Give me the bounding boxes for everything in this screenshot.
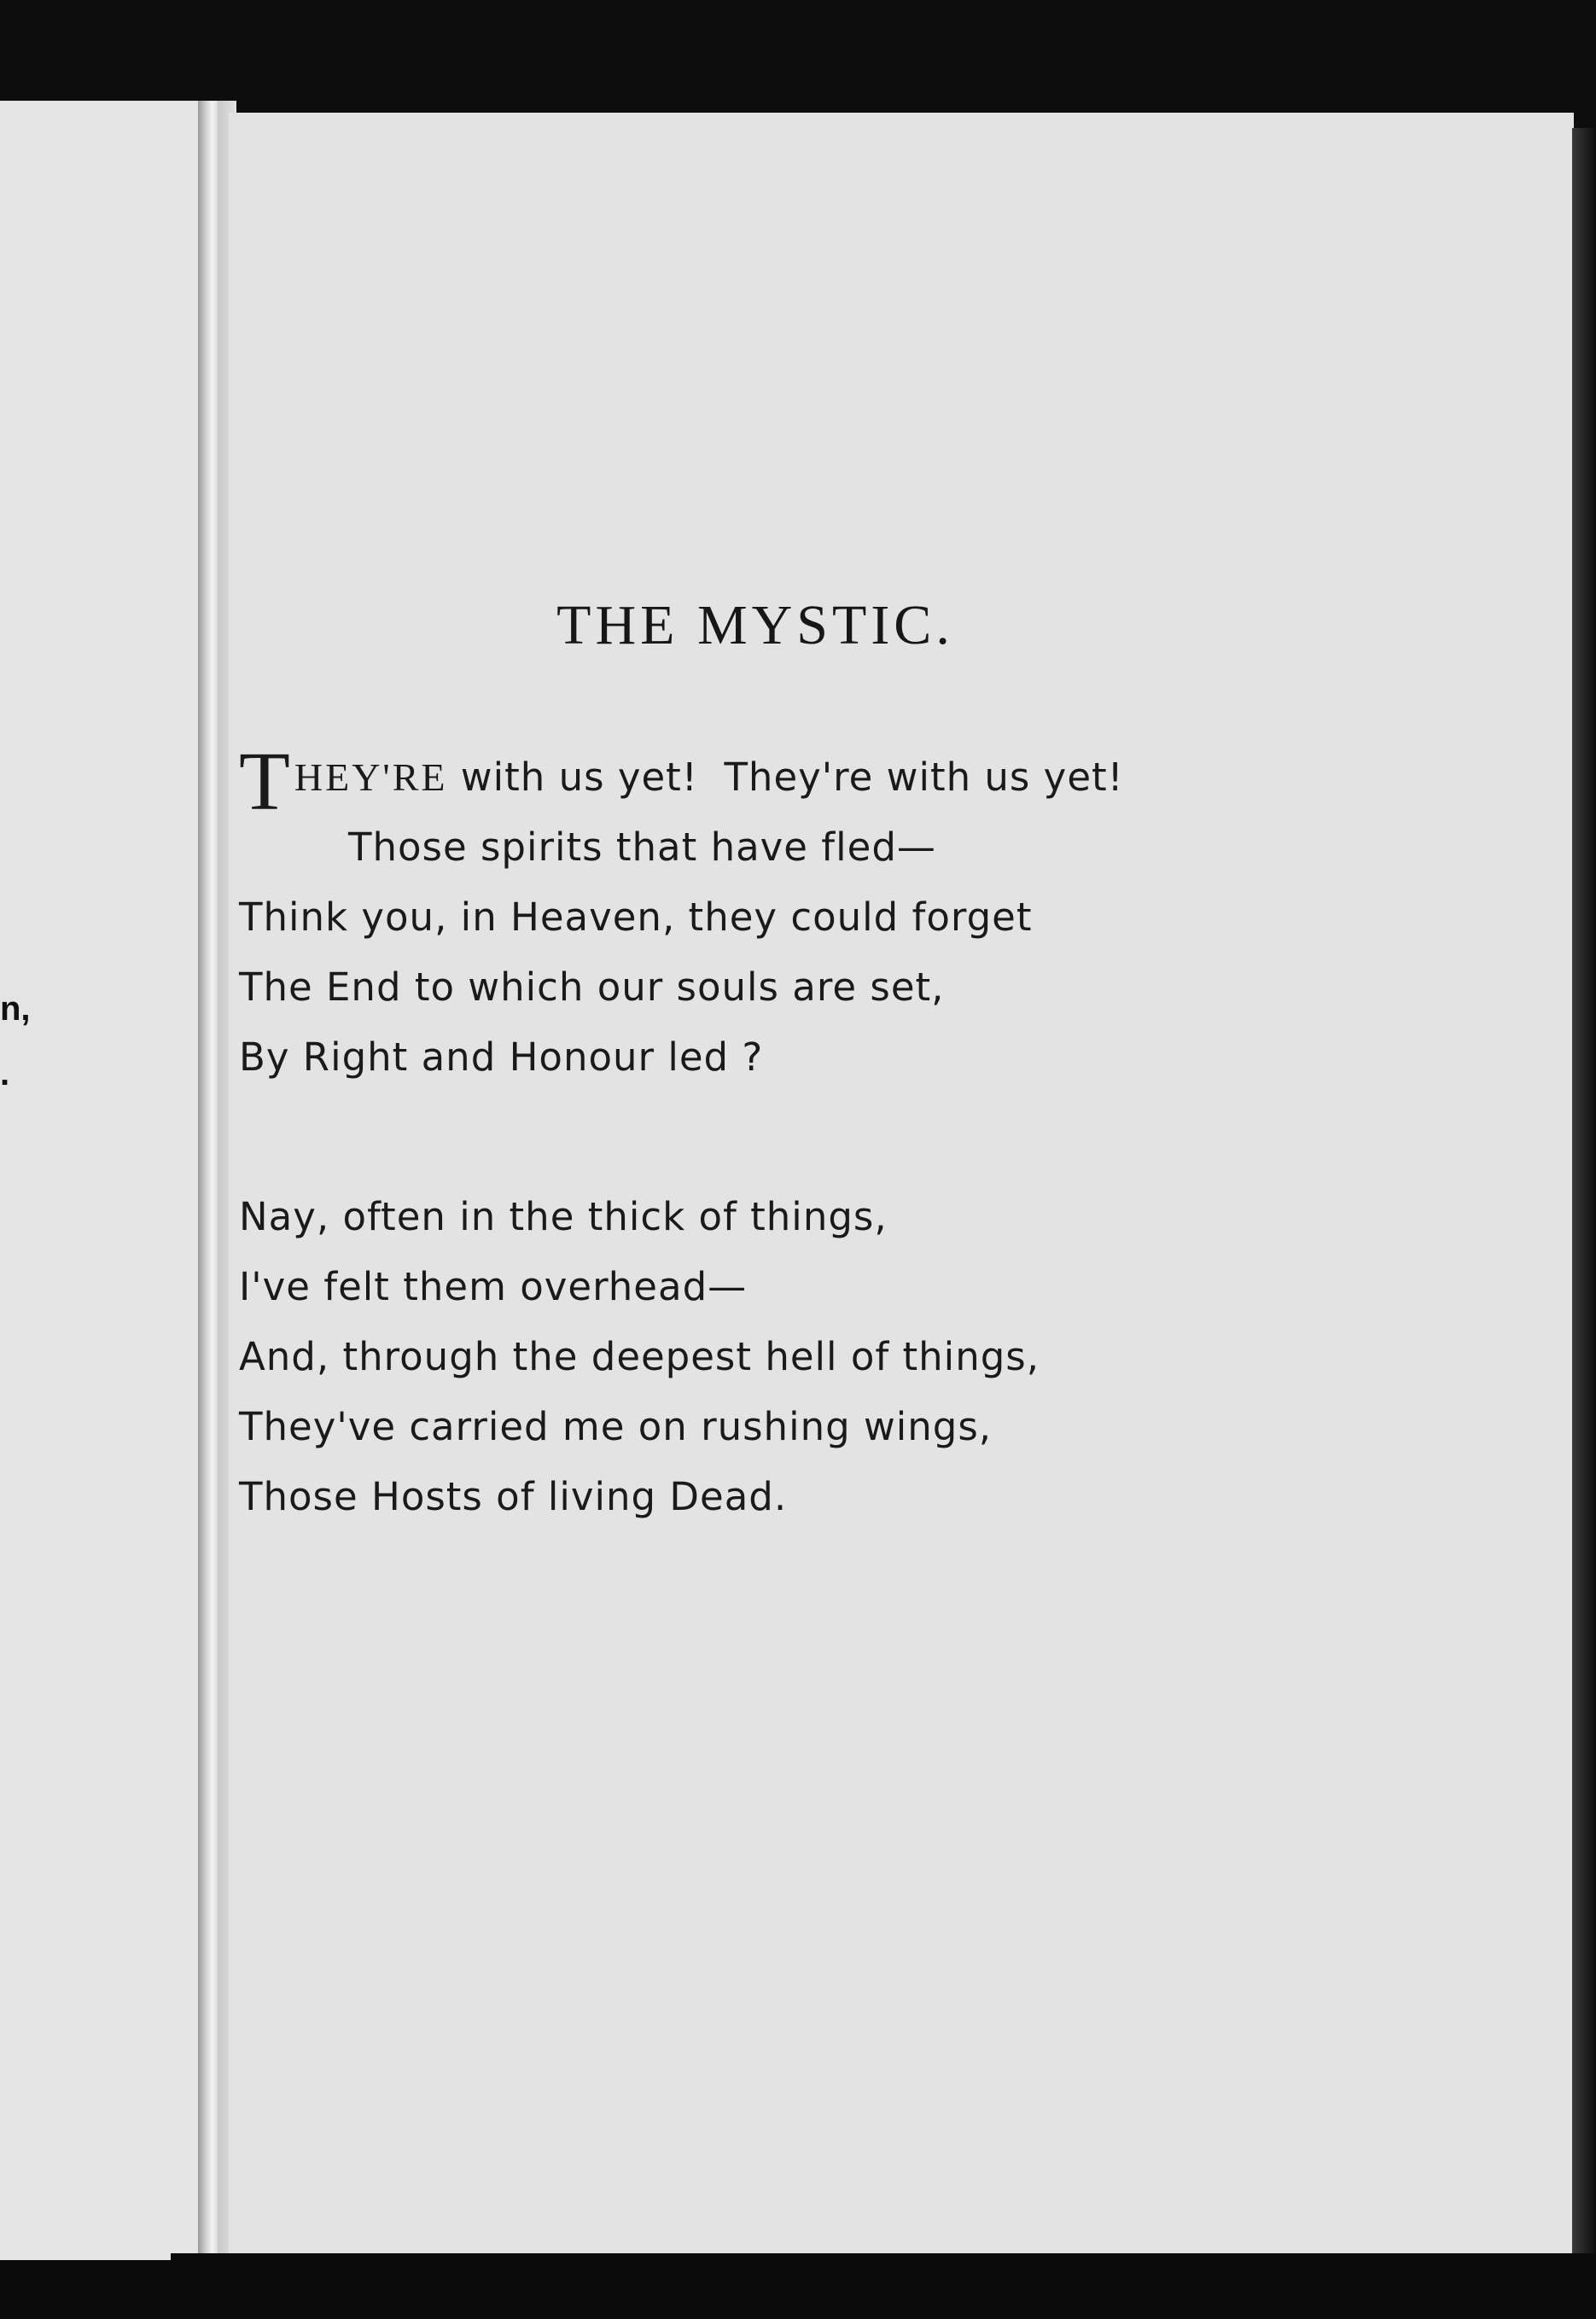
facing-page-fragment: n, — [0, 990, 31, 1028]
poem-line: Those spirits that have fled— — [348, 824, 936, 870]
poem-line-text: with us yet! They're with us yet! — [447, 755, 1124, 800]
small-caps-word: HEY'RE — [294, 755, 448, 799]
facing-page-left — [0, 101, 198, 2260]
poem-line: I've felt them overhead— — [239, 1264, 748, 1309]
poem-stanza — [239, 1182, 1040, 1532]
poem-title: THE MYSTIC. — [556, 594, 954, 656]
poem-line: And, through the deepest hell of things, — [239, 1334, 1040, 1379]
poem-line: The End to which our souls are set, — [239, 964, 945, 1010]
facing-page-fragment: . — [0, 1055, 10, 1092]
drop-cap: T — [239, 736, 291, 828]
poem-line: They've carried me on rushing wings, — [239, 1404, 993, 1449]
poem-line: By Right and Honour led ? — [239, 1034, 764, 1080]
poem-line — [239, 736, 1124, 828]
scan-border-right — [1572, 128, 1596, 2262]
scan-border-bottom — [171, 2253, 1596, 2319]
poem-line: Think you, in Heaven, they could forget — [239, 894, 1033, 940]
poem-stanza — [239, 736, 1124, 1092]
poem-line: Those Hosts of living Dead. — [239, 1474, 788, 1519]
poem-line: Nay, often in the thick of things, — [239, 1194, 888, 1239]
